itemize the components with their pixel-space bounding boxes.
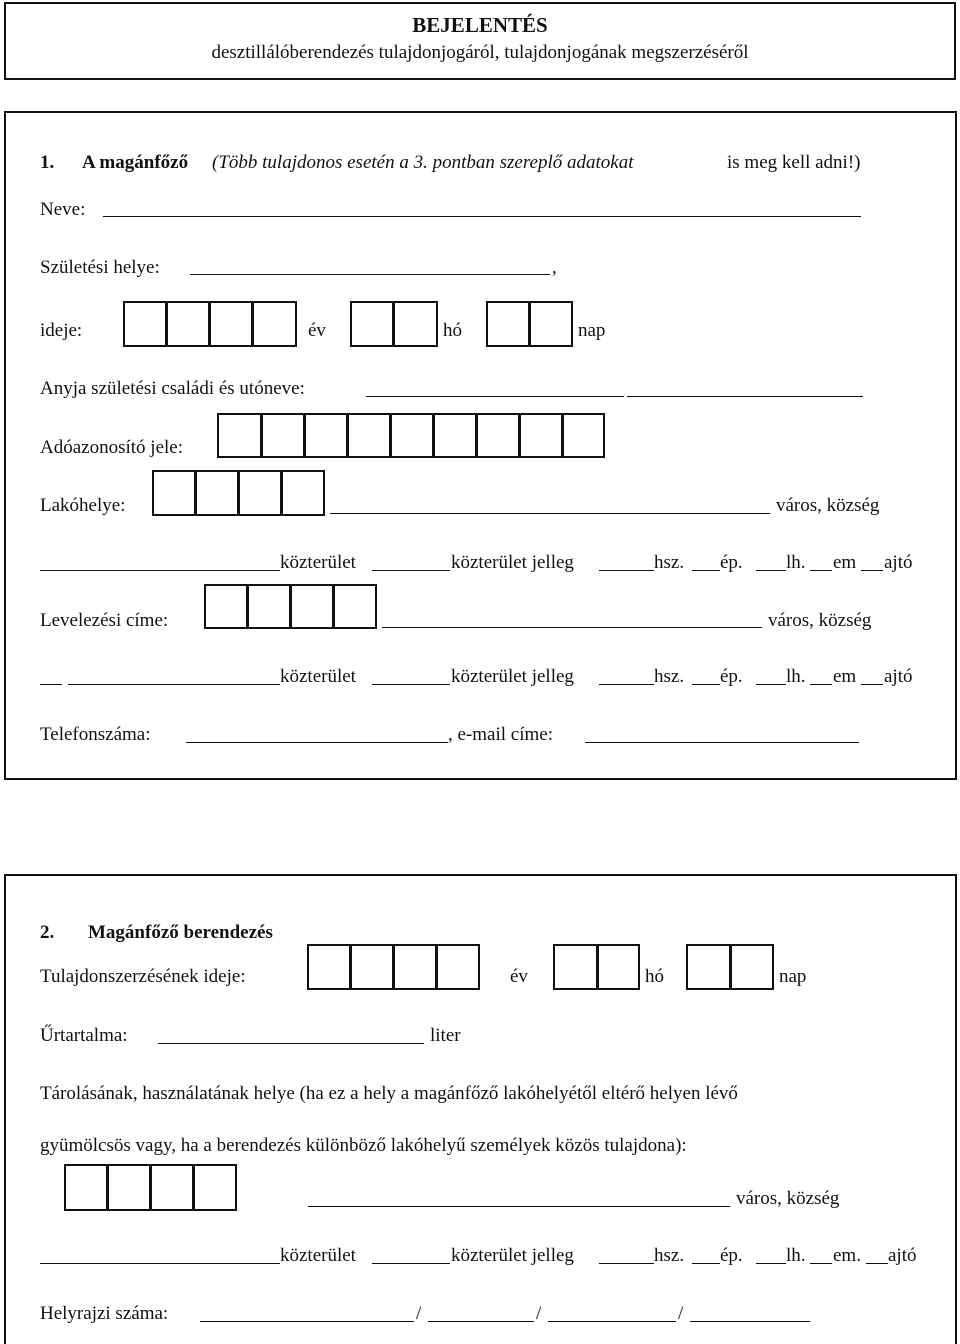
mail-lh-label: lh. xyxy=(786,666,806,687)
section1-number: 1. xyxy=(40,152,55,173)
birth-year-digit-1[interactable] xyxy=(123,301,167,347)
mother-name-label: Anyja születési családi és utóneve: xyxy=(40,378,305,399)
mail-prefix-field[interactable] xyxy=(40,684,62,685)
tax-id-digit-4[interactable] xyxy=(347,413,391,458)
residence-city-field[interactable] xyxy=(330,513,770,514)
parcel-part-2-field[interactable] xyxy=(428,1321,534,1322)
document-title: BEJELENTÉS xyxy=(412,13,548,37)
residence-city-label: város, község xyxy=(776,495,880,516)
residence-hsz-field[interactable] xyxy=(599,570,654,571)
acq-year-label: év xyxy=(510,966,528,987)
parcel-slash-1: / xyxy=(416,1303,422,1324)
storage-text-line1: Tárolásának, használatának helye (ha ez a hely a magánfőző lakóhelyétől eltérő helyen lévő xyxy=(40,1083,738,1104)
storage-zip-digit-4[interactable] xyxy=(193,1164,237,1211)
residence-door-label: ajtó xyxy=(884,552,913,573)
phone-label: Telefonszáma: xyxy=(40,724,151,745)
document-subtitle: desztillálóberendezés tulajdonjogáról, tulajdonjogának megszerzéséről xyxy=(211,42,749,63)
mail-address-label: Levelezési címe: xyxy=(40,610,169,631)
acq-year-digit-2[interactable] xyxy=(350,944,394,990)
mail-street-label: közterület xyxy=(280,666,356,687)
birthplace-label: Születési helye: xyxy=(40,257,160,278)
residence-hsz-label: hsz. xyxy=(654,552,685,573)
storage-ep-field[interactable] xyxy=(692,1263,720,1264)
birth-day-digit-1[interactable] xyxy=(486,301,530,347)
residence-zip-digit-4[interactable] xyxy=(281,470,325,516)
residence-street-label: közterület xyxy=(280,552,356,573)
volume-unit-label: liter xyxy=(430,1025,461,1046)
acq-day-digit-1[interactable] xyxy=(686,944,731,990)
storage-text-line2: gyümölcsös vagy, ha a berendezés különböző lakóhelyű személyek közös tulajdona): xyxy=(40,1135,687,1156)
storage-street-label: közterület xyxy=(280,1245,356,1266)
parcel-part-3-field[interactable] xyxy=(548,1321,676,1322)
acquisition-date-label: Tulajdonszerzésének ideje: xyxy=(40,966,246,987)
storage-zip-digit-2[interactable] xyxy=(107,1164,151,1211)
acq-year-digit-3[interactable] xyxy=(393,944,437,990)
storage-em-label: em. xyxy=(833,1245,861,1266)
phone-field[interactable] xyxy=(186,742,448,743)
mail-street-type-field[interactable] xyxy=(372,684,450,685)
acq-month-digit-1[interactable] xyxy=(553,944,598,990)
mail-zip-digit-2[interactable] xyxy=(247,584,291,629)
acq-day-label: nap xyxy=(779,966,807,987)
birth-month-label: hó xyxy=(443,320,462,341)
storage-hsz-field[interactable] xyxy=(599,1263,654,1264)
volume-label: Űrtartalma: xyxy=(40,1025,128,1046)
storage-hsz-label: hsz. xyxy=(654,1245,685,1266)
mail-street-type-label: közterület jelleg xyxy=(451,666,574,687)
residence-street-type-label: közterület jelleg xyxy=(451,552,574,573)
birth-year-digit-2[interactable] xyxy=(166,301,210,347)
section2-number: 2. xyxy=(40,922,55,943)
volume-field[interactable] xyxy=(158,1043,424,1044)
tax-id-digit-9[interactable] xyxy=(562,413,605,458)
storage-zip-digit-1[interactable] xyxy=(64,1164,108,1211)
tax-id-digit-2[interactable] xyxy=(261,413,305,458)
mail-street-field[interactable] xyxy=(68,684,280,685)
mail-door-field[interactable] xyxy=(861,684,883,685)
birthdate-label: ideje: xyxy=(40,320,83,341)
birth-year-digit-4[interactable] xyxy=(252,301,297,347)
storage-door-field[interactable] xyxy=(866,1263,888,1264)
storage-street-field[interactable] xyxy=(40,1263,280,1264)
section1-note: (Több tulajdonos esetén a 3. pontban szereplő adatokat xyxy=(212,152,634,173)
residence-door-field[interactable] xyxy=(861,570,883,571)
storage-lh-field[interactable] xyxy=(756,1263,786,1264)
mother-firstname-field[interactable] xyxy=(627,396,863,397)
acq-month-digit-2[interactable] xyxy=(597,944,640,990)
residence-ep-label: ép. xyxy=(720,552,743,573)
birthplace-comma: , xyxy=(552,257,557,278)
email-label: , e-mail címe: xyxy=(448,724,553,745)
storage-door-label: ajtó xyxy=(888,1245,917,1266)
tax-id-digit-5[interactable] xyxy=(390,413,434,458)
parcel-number-label: Helyrajzi száma: xyxy=(40,1303,169,1324)
parcel-part-4-field[interactable] xyxy=(690,1321,810,1322)
birth-month-digit-2[interactable] xyxy=(393,301,438,347)
acq-month-label: hó xyxy=(645,966,664,987)
mail-city-label: város, község xyxy=(768,610,872,631)
tax-id-digit-7[interactable] xyxy=(476,413,520,458)
storage-street-type-field[interactable] xyxy=(372,1263,450,1264)
parcel-slash-2: / xyxy=(536,1303,542,1324)
storage-street-type-label: közterület jelleg xyxy=(451,1245,574,1266)
parcel-part-1-field[interactable] xyxy=(200,1321,414,1322)
mail-zip-digit-1[interactable] xyxy=(204,584,248,629)
birthplace-field[interactable] xyxy=(190,274,550,275)
birth-year-label: év xyxy=(308,320,326,341)
section1-note-tail: is meg kell adni!) xyxy=(727,152,861,173)
mail-ep-label: ép. xyxy=(720,666,743,687)
mail-ep-field[interactable] xyxy=(692,684,720,685)
residence-zip-digit-3[interactable] xyxy=(238,470,282,516)
mail-lh-field[interactable] xyxy=(756,684,786,685)
acq-year-digit-1[interactable] xyxy=(307,944,351,990)
mail-em-field[interactable] xyxy=(810,684,832,685)
name-label: Neve: xyxy=(40,199,86,220)
birth-year-digit-3[interactable] xyxy=(209,301,253,347)
email-field[interactable] xyxy=(585,742,859,743)
mother-surname-field[interactable] xyxy=(366,396,624,397)
mail-em-label: em xyxy=(833,666,857,687)
tax-id-digit-8[interactable] xyxy=(519,413,563,458)
residence-zip-digit-1[interactable] xyxy=(152,470,196,516)
tax-id-digit-1[interactable] xyxy=(217,413,262,458)
storage-zip-digit-3[interactable] xyxy=(150,1164,194,1211)
residence-street-field[interactable] xyxy=(40,570,280,571)
storage-city-label: város, község xyxy=(736,1188,840,1209)
birth-day-digit-2[interactable] xyxy=(529,301,573,347)
acq-year-digit-4[interactable] xyxy=(436,944,480,990)
tax-id-digit-6[interactable] xyxy=(433,413,477,458)
mail-city-field[interactable] xyxy=(382,627,762,628)
residence-zip-digit-2[interactable] xyxy=(195,470,239,516)
residence-ep-field[interactable] xyxy=(692,570,720,571)
residence-street-type-field[interactable] xyxy=(372,570,450,571)
residence-lh-label: lh. xyxy=(786,552,806,573)
mail-hsz-label: hsz. xyxy=(654,666,685,687)
name-field[interactable] xyxy=(103,216,861,217)
mail-zip-digit-3[interactable] xyxy=(290,584,334,629)
birth-month-digit-1[interactable] xyxy=(350,301,394,347)
birth-day-label: nap xyxy=(578,320,606,341)
mail-hsz-field[interactable] xyxy=(599,684,654,685)
residence-label: Lakóhelye: xyxy=(40,495,126,516)
residence-em-field[interactable] xyxy=(810,570,832,571)
tax-id-label: Adóazonosító jele: xyxy=(40,437,183,458)
section1-heading: A magánfőző xyxy=(82,152,189,173)
section2-frame xyxy=(4,874,957,1344)
acq-day-digit-2[interactable] xyxy=(730,944,774,990)
mail-zip-digit-4[interactable] xyxy=(333,584,377,629)
storage-lh-label: lh. xyxy=(786,1245,806,1266)
residence-em-label: em xyxy=(833,552,857,573)
residence-lh-field[interactable] xyxy=(756,570,786,571)
storage-em-field[interactable] xyxy=(810,1263,832,1264)
storage-ep-label: ép. xyxy=(720,1245,743,1266)
tax-id-digit-3[interactable] xyxy=(304,413,348,458)
storage-city-field[interactable] xyxy=(308,1206,730,1207)
mail-door-label: ajtó xyxy=(884,666,913,687)
section2-heading: Magánfőző berendezés xyxy=(88,922,273,943)
parcel-slash-3: / xyxy=(678,1303,684,1324)
